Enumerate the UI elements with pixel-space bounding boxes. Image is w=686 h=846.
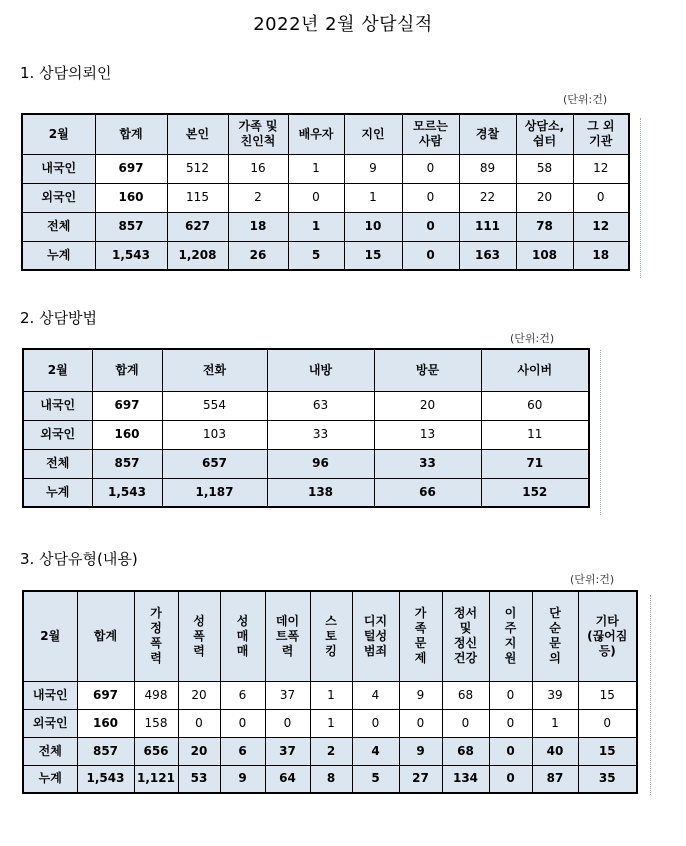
total-cell: 857 xyxy=(77,737,134,765)
table-cell: 0 xyxy=(288,183,344,212)
consultation-method-table xyxy=(22,348,590,508)
table-cell: 6 xyxy=(220,737,265,765)
table-cell: 115 xyxy=(167,183,228,212)
table-cell: 26 xyxy=(228,241,288,270)
table-cell: 0 xyxy=(489,737,532,765)
table-cell: 0 xyxy=(489,709,532,737)
table-cell: 71 xyxy=(481,449,589,478)
table-cell: 37 xyxy=(265,681,310,709)
header-cell: 사이버 xyxy=(481,349,589,391)
table-cell: 656 xyxy=(134,737,178,765)
table-cell: 4 xyxy=(352,737,399,765)
table-cell: 5 xyxy=(352,765,399,793)
header-cell: 성 매 매 xyxy=(220,591,265,681)
total-cell: 697 xyxy=(95,154,167,183)
table-cell: 6 xyxy=(220,681,265,709)
header-row xyxy=(23,591,637,681)
table-cell: 2 xyxy=(310,737,352,765)
table-cell: 68 xyxy=(442,737,489,765)
header-cell: 경찰 xyxy=(459,114,516,154)
section3-heading: 3. 상담유형(내용) xyxy=(20,550,138,568)
table-cell: 0 xyxy=(573,183,629,212)
section1-unit: (단위:건) xyxy=(563,93,608,106)
row-label: 외국인 xyxy=(22,183,95,212)
table-cell: 0 xyxy=(352,709,399,737)
table-cell: 33 xyxy=(267,420,374,449)
table-cell: 18 xyxy=(573,241,629,270)
table-cell: 12 xyxy=(573,154,629,183)
header-cell: 2월 xyxy=(22,114,95,154)
table-cell: 63 xyxy=(267,391,374,420)
header-cell: 합계 xyxy=(92,349,162,391)
table-cell: 15 xyxy=(578,737,637,765)
table-cell: 58 xyxy=(516,154,573,183)
table-cell: 1 xyxy=(532,709,578,737)
table-cell: 53 xyxy=(178,765,220,793)
section2-unit: (단위:건) xyxy=(510,332,555,345)
consultation-type-table xyxy=(22,590,638,794)
header-cell: 방문 xyxy=(374,349,481,391)
total-cell: 1,543 xyxy=(95,241,167,270)
header-cell: 성 폭 력 xyxy=(178,591,220,681)
total-cell: 160 xyxy=(77,709,134,737)
header-cell: 가 정 폭 력 xyxy=(134,591,178,681)
header-cell: 단 순 문 의 xyxy=(532,591,578,681)
margin-dotted-line xyxy=(650,595,652,795)
table-cell: 1,121 xyxy=(134,765,178,793)
table-cell: 20 xyxy=(374,391,481,420)
table-row xyxy=(22,212,629,241)
table-cell: 20 xyxy=(178,737,220,765)
table-cell: 20 xyxy=(178,681,220,709)
table-row xyxy=(23,478,589,507)
header-cell: 가족 및 친인척 xyxy=(228,114,288,154)
total-cell: 697 xyxy=(92,391,162,420)
table-cell: 1 xyxy=(310,709,352,737)
table-cell: 22 xyxy=(459,183,516,212)
section3-unit: (단위:건) xyxy=(570,573,615,586)
header-cell: 데이 트폭 력 xyxy=(265,591,310,681)
table-cell: 9 xyxy=(399,737,442,765)
table-cell: 4 xyxy=(352,681,399,709)
row-label: 외국인 xyxy=(23,709,77,737)
table-row xyxy=(22,154,629,183)
table-cell: 0 xyxy=(265,709,310,737)
table-row xyxy=(23,737,637,765)
header-cell: 정서 및 정신 건강 xyxy=(442,591,489,681)
table-cell: 152 xyxy=(481,478,589,507)
table-cell: 512 xyxy=(167,154,228,183)
header-cell: 가 족 문 제 xyxy=(399,591,442,681)
header-cell: 2월 xyxy=(23,349,92,391)
total-cell: 1,543 xyxy=(92,478,162,507)
header-cell: 기타 (끊어짐 등) xyxy=(578,591,637,681)
table-row xyxy=(23,681,637,709)
total-cell: 160 xyxy=(95,183,167,212)
table-cell: 1 xyxy=(288,212,344,241)
row-label: 누계 xyxy=(23,765,77,793)
table-cell: 498 xyxy=(134,681,178,709)
page-title: 2022년 2월 상담실적 xyxy=(253,14,433,35)
table-cell: 0 xyxy=(442,709,489,737)
table-cell: 627 xyxy=(167,212,228,241)
table-cell: 9 xyxy=(220,765,265,793)
table-cell: 0 xyxy=(178,709,220,737)
header-cell: 스 토 킹 xyxy=(310,591,352,681)
table-cell: 158 xyxy=(134,709,178,737)
table-cell: 27 xyxy=(399,765,442,793)
table-cell: 111 xyxy=(459,212,516,241)
table-cell: 20 xyxy=(516,183,573,212)
header-cell: 합계 xyxy=(77,591,134,681)
table-cell: 5 xyxy=(288,241,344,270)
section1-heading: 1. 상담의뢰인 xyxy=(20,64,112,82)
table-row xyxy=(23,765,637,793)
total-cell: 857 xyxy=(95,212,167,241)
table-cell: 89 xyxy=(459,154,516,183)
header-cell: 지인 xyxy=(344,114,402,154)
table-row xyxy=(23,709,637,737)
row-label: 전체 xyxy=(22,212,95,241)
table-row xyxy=(22,241,629,270)
table-cell: 66 xyxy=(374,478,481,507)
consultation-client-table xyxy=(21,113,630,271)
table-cell: 39 xyxy=(532,681,578,709)
header-cell: 그 외 기관 xyxy=(573,114,629,154)
header-row xyxy=(22,114,629,154)
margin-dotted-line xyxy=(600,350,602,515)
table-cell: 15 xyxy=(578,681,637,709)
table-cell: 0 xyxy=(402,212,459,241)
table-cell: 16 xyxy=(228,154,288,183)
table-row xyxy=(23,449,589,478)
total-cell: 697 xyxy=(77,681,134,709)
header-cell: 이 주 지 원 xyxy=(489,591,532,681)
table-cell: 64 xyxy=(265,765,310,793)
section2-heading: 2. 상담방법 xyxy=(20,309,98,327)
row-label: 내국인 xyxy=(23,681,77,709)
table-cell: 1 xyxy=(310,681,352,709)
table-cell: 8 xyxy=(310,765,352,793)
table-cell: 9 xyxy=(344,154,402,183)
table-cell: 0 xyxy=(578,709,637,737)
row-label: 외국인 xyxy=(23,420,92,449)
table-cell: 87 xyxy=(532,765,578,793)
table-cell: 1 xyxy=(288,154,344,183)
table-cell: 11 xyxy=(481,420,589,449)
table-cell: 33 xyxy=(374,449,481,478)
table-cell: 554 xyxy=(162,391,267,420)
header-cell: 전화 xyxy=(162,349,267,391)
table-cell: 657 xyxy=(162,449,267,478)
table-cell: 37 xyxy=(265,737,310,765)
table-cell: 60 xyxy=(481,391,589,420)
header-cell: 상담소, 쉼터 xyxy=(516,114,573,154)
row-label: 누계 xyxy=(22,241,95,270)
table-cell: 78 xyxy=(516,212,573,241)
table-row xyxy=(23,420,589,449)
table-cell: 9 xyxy=(399,681,442,709)
table-cell: 35 xyxy=(578,765,637,793)
header-cell: 배우자 xyxy=(288,114,344,154)
row-label: 전체 xyxy=(23,449,92,478)
header-cell: 2월 xyxy=(23,591,77,681)
table-cell: 40 xyxy=(532,737,578,765)
table-cell: 0 xyxy=(402,241,459,270)
table-cell: 1,208 xyxy=(167,241,228,270)
header-cell: 디지 털성 범죄 xyxy=(352,591,399,681)
table-cell: 68 xyxy=(442,681,489,709)
table-cell: 13 xyxy=(374,420,481,449)
margin-dotted-line xyxy=(640,118,642,278)
table-cell: 108 xyxy=(516,241,573,270)
row-label: 전체 xyxy=(23,737,77,765)
table-cell: 163 xyxy=(459,241,516,270)
total-cell: 857 xyxy=(92,449,162,478)
total-cell: 1,543 xyxy=(77,765,134,793)
table-cell: 18 xyxy=(228,212,288,241)
table-cell: 134 xyxy=(442,765,489,793)
table-cell: 0 xyxy=(402,154,459,183)
header-cell: 합계 xyxy=(95,114,167,154)
table-cell: 96 xyxy=(267,449,374,478)
row-label: 내국인 xyxy=(22,154,95,183)
header-row xyxy=(23,349,589,391)
table-cell: 138 xyxy=(267,478,374,507)
header-cell: 내방 xyxy=(267,349,374,391)
table-cell: 1,187 xyxy=(162,478,267,507)
table-cell: 2 xyxy=(228,183,288,212)
table-cell: 1 xyxy=(344,183,402,212)
header-cell: 본인 xyxy=(167,114,228,154)
table-cell: 0 xyxy=(402,183,459,212)
table-cell: 0 xyxy=(489,681,532,709)
table-cell: 103 xyxy=(162,420,267,449)
table-row xyxy=(23,391,589,420)
table-cell: 0 xyxy=(220,709,265,737)
row-label: 내국인 xyxy=(23,391,92,420)
table-cell: 0 xyxy=(399,709,442,737)
table-row xyxy=(22,183,629,212)
table-cell: 0 xyxy=(489,765,532,793)
row-label: 누계 xyxy=(23,478,92,507)
header-cell: 모르는 사람 xyxy=(402,114,459,154)
table-cell: 12 xyxy=(573,212,629,241)
table-cell: 15 xyxy=(344,241,402,270)
total-cell: 160 xyxy=(92,420,162,449)
table-cell: 10 xyxy=(344,212,402,241)
